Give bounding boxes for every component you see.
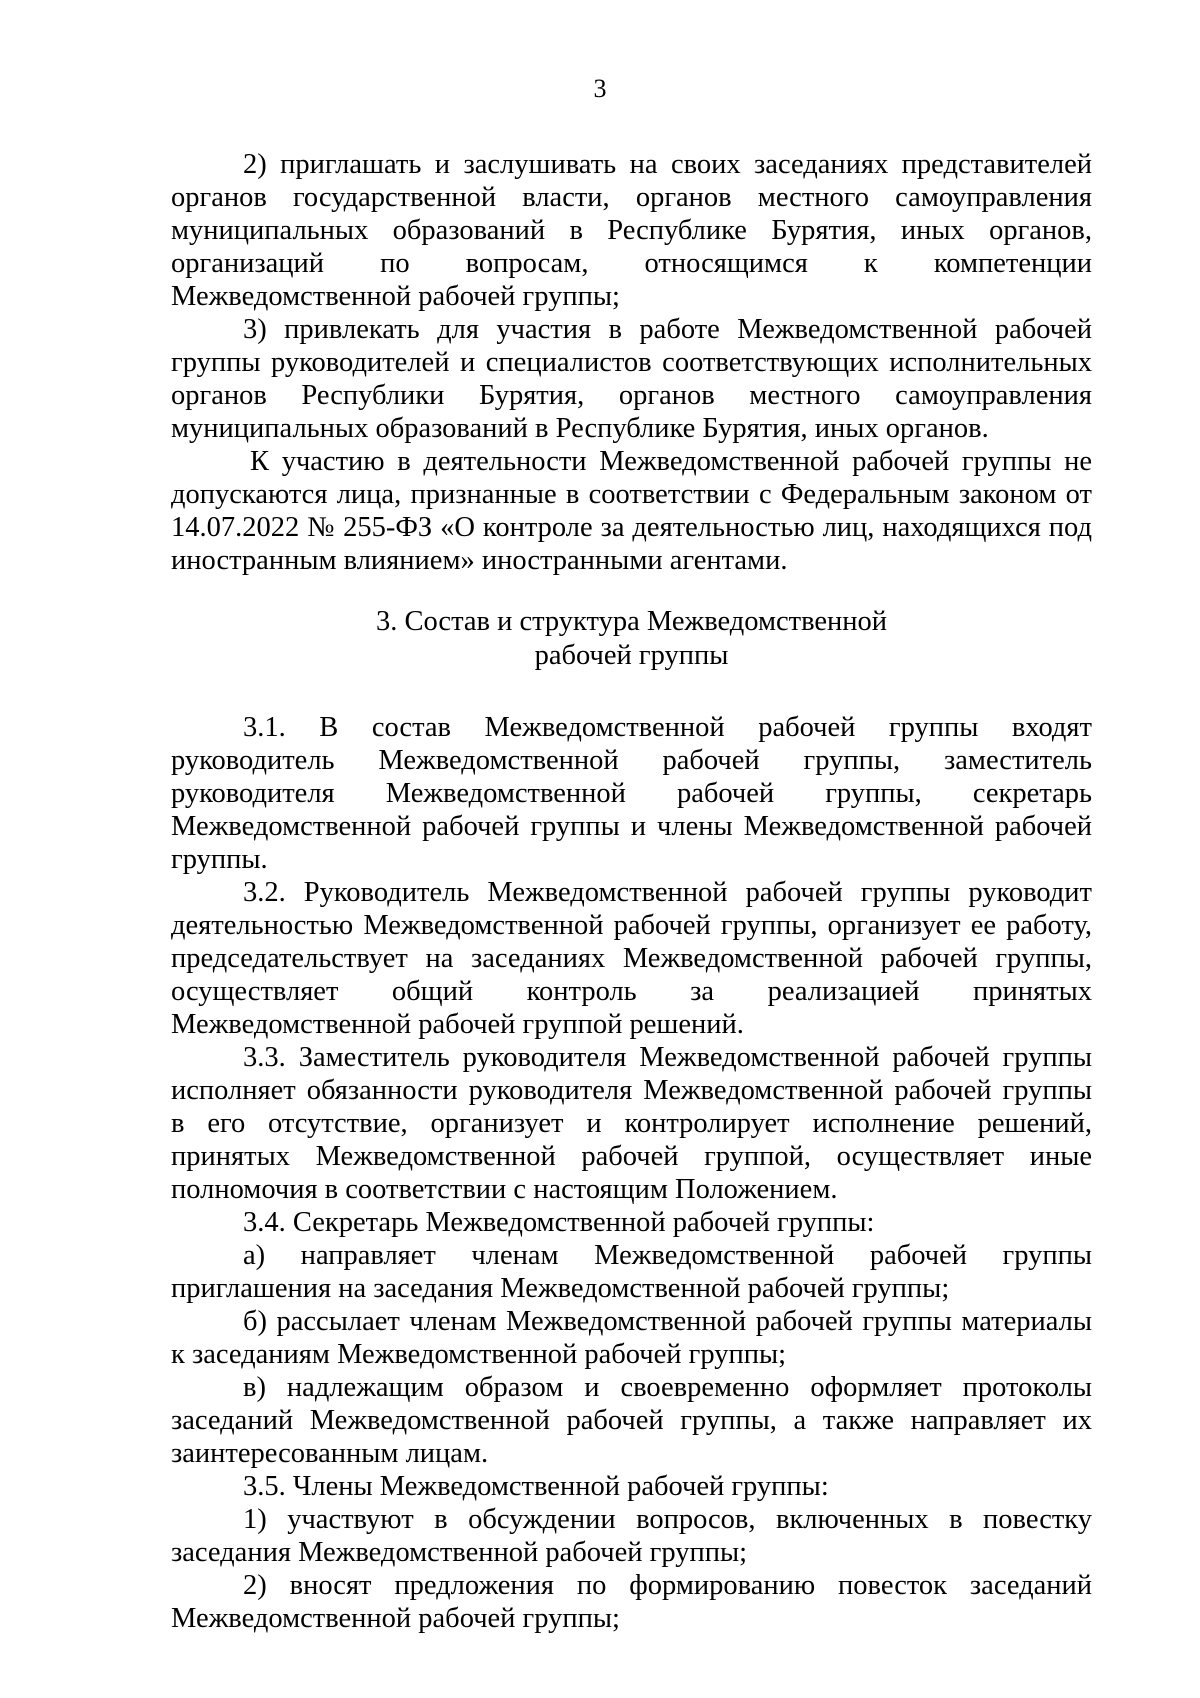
section-3-title-line-2: рабочей группы xyxy=(534,640,729,671)
paragraph-invite-representatives: 2) приглашать и заслушивать на своих заседаниях представителей органов государственной власти, органов местного самоуправления муниципальных образований в Республике Бурятия, иных органов, организаций по вопросам, относящимся к компетенции Межведомственной рабочей группы; xyxy=(171,149,1092,312)
paragraph-engage-specialists: 3) привлекать для участия в работе Межведомственной рабочей группы руководителей и специалистов соответствующих исполнительных органов Республики Бурятия, органов местного самоуправления муниципальных образований в Республике Бурятия, иных органов. xyxy=(171,314,1092,444)
paragraph-3-4-a: а) направляет членам Межведомственной рабочей группы приглашения на заседания Межведомственной рабочей группы; xyxy=(171,1240,1092,1304)
paragraph-3-2: 3.2. Руководитель Межведомственной рабочей группы руководит деятельностью Межведомственной рабочей группы, организует ее работу, председательствует на заседаниях Межведомственной рабочей группы, осуществляет общий контроль за реализацией принятых Межведомственной рабочей группой решений. xyxy=(171,877,1092,1040)
paragraph-3-5-2: 2) вносят предложения по формированию повесток заседаний Межведомственной рабочей группы; xyxy=(171,1570,1092,1634)
paragraph-foreign-agents-restriction: К участию в деятельности Межведомственной рабочей группы не допускаются лица, признанные в соответствии с Федеральным законом от 14.07.2022 № 255-ФЗ «О контроле за деятельностью лиц, находящихся под иностранным влиянием» иностранными агентами. xyxy=(171,446,1092,576)
paragraph-3-5: 3.5. Члены Межведомственной рабочей группы: xyxy=(243,1471,829,1502)
paragraph-3-4-b: б) рассылает членам Межведомственной рабочей группы материалы к заседаниям Межведомственной рабочей группы; xyxy=(171,1306,1092,1370)
paragraph-3-1: 3.1. В состав Межведомственной рабочей группы входят руководитель Межведомственной рабочей группы, заместитель руководителя Межведомственной рабочей группы, секретарь Межведомственной рабочей группы и члены Межведомственной рабочей группы. xyxy=(171,712,1092,875)
paragraph-3-5-1: 1) участвуют в обсуждении вопросов, включенных в повестку заседания Межведомственной рабочей группы; xyxy=(171,1504,1092,1568)
page-number: 3 xyxy=(593,74,607,103)
section-3-heading xyxy=(171,605,1092,673)
paragraph-3-4: 3.4. Секретарь Межведомственной рабочей группы: xyxy=(243,1207,875,1238)
section-3-title-line-1: 3. Состав и структура Межведомственной xyxy=(375,606,888,637)
paragraph-3-4-c: в) надлежащим образом и своевременно оформляет протоколы заседаний Межведомственной рабочей группы, а также направляет их заинтересованным лицам. xyxy=(171,1372,1092,1469)
paragraph-3-3: 3.3. Заместитель руководителя Межведомственной рабочей группы исполняет обязанности руководителя Межведомственной рабочей группы в его отсутствие, организует и контролирует исполнение решений, принятых Межведомственной рабочей группой, осуществляет иные полномочия в соответствии с настоящим Положением. xyxy=(171,1042,1092,1205)
document-body xyxy=(171,148,1092,1635)
